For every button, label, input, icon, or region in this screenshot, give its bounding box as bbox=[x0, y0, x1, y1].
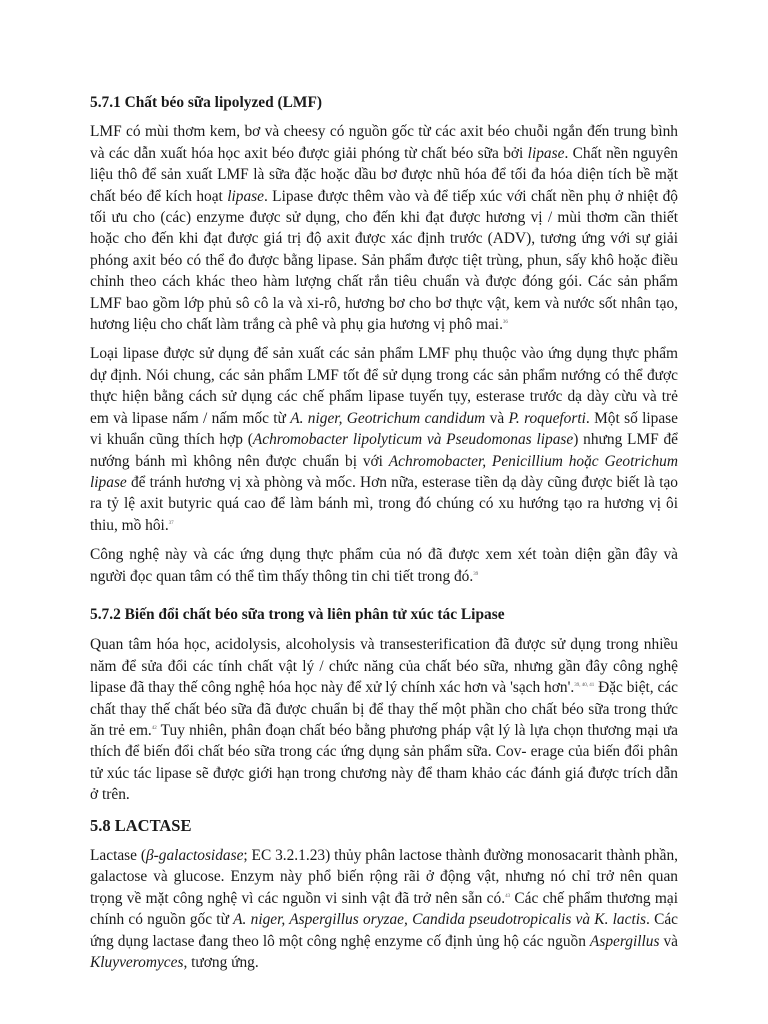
citation-ref: 39 bbox=[473, 571, 479, 577]
citation-ref: 39, 40, 41 bbox=[574, 683, 595, 689]
citation-ref: 37 bbox=[168, 520, 174, 526]
document-page bbox=[90, 92, 678, 973]
paragraph-lmf-description: LMF có mùi thơm kem, bơ và cheesy có nguồn gốc từ các axit béo chuỗi ngắn đến trung bình và các dẫn xuất hóa học axit béo được giải phóng từ chất béo sữa bởi lipase. Chất nền nguyên liệu thô để sản xuất LMF là sữa đặc hoặc dầu bơ được nhũ hóa để tối đa hóa diện tích bề mặt chất béo để kích hoạt lipase. Lipase được thêm vào và để tiếp xúc với chất nền phụ ở nhiệt độ tối ưu cho (các) enzyme được sử dụng, cho đến khi đạt được hương vị / mùi thơm cần thiết hoặc cho đến khi đạt được giá trị độ axit được xác định trước (ADV), tương ứng với sự giải phóng axit béo có thể đo được bằng lipase. Sản phẩm được tiệt trùng, phun, sấy khô hoặc điều chỉnh theo cách khác theo hàm lượng chất rắn tiêu chuẩn và được đóng gói. Các sản phẩm LMF bao gồm lớp phủ sô cô la và xi-rô, hương bơ cho bơ thực vật, kem và nước sốt nhân tạo, hương liệu cho chất làm trắng cà phê và phụ gia hương vị phô mai.$^{36}$ bbox=[90, 123, 678, 334]
citation-ref: 42 bbox=[151, 725, 157, 731]
section-heading-5-8: 5.8 LACTASE bbox=[90, 815, 192, 835]
paragraph-review-note: Công nghệ này và các ứng dụng thực phẩm của nó đã được xem xét toàn diện gần đây và người đọc quan tâm có thể tìm thấy thông tin chi tiết trong đó.$^{39}$ bbox=[90, 546, 678, 585]
citation-ref: 43 bbox=[505, 893, 511, 899]
paragraph-milk-fat-modification: Quan tâm hóa học, acidolysis, alcoholysis và transesterification đã được sử dụng trong nhiều năm để sửa đổi các tính chất vật lý / chức năng của chất béo sữa, nhưng gần đây công nghệ lipase đã thay thế công nghệ hóa học này để xử lý chính xác hơn và 'sạch hơn'.$^{39, 40, 41}$ Đặc biệt, các chất thay thế chất béo sữa đã được chuẩn bị để thay thế một phần cho chất béo sữa trong thức ăn trẻ em.$^{42}$ Tuy nhiên, phân đoạn chất béo bằng phương pháp vật lý là lựa chọn thương mại ưa thích để biến đổi chất béo sữa trong các ứng dụng sản phẩm sữa. Cov- erage của biến đổi phân tử xúc tác lipase sẽ được giới hạn trong chương này để tham khảo các đánh giá được trích dẫn ở trên. bbox=[90, 636, 679, 804]
section-heading-5-7-1: 5.7.1 Chất béo sữa lipolyzed (LMF) bbox=[90, 94, 322, 111]
paragraph-lactase: Lactase (β-galactosidase; EC 3.2.1.23) thủy phân lactose thành đường monosacarit thành phần, galactose và glucose. Enzym này phổ biến rộng rãi ở động vật, nhưng nó chỉ trở nên quan trọng về mặt công nghệ vì các nguồn vi sinh vật đã trở nên sẵn có.$^{43}$ Các chế phẩm thương mại chính có nguồn gốc từ A. niger, Aspergillus oryzae, Candida pseudotropicalis và K. lactis. Các ứng dụng lactase đang theo lô một công nghệ enzyme cố định ủng hộ các nguồn Aspergillus và Kluyveromyces, tương ứng. bbox=[90, 847, 679, 972]
section-heading-5-7-2: 5.7.2 Biến đổi chất béo sữa trong và liên phân tử xúc tác Lipase bbox=[90, 605, 505, 623]
paragraph-lipase-types: Loại lipase được sử dụng để sản xuất các sản phẩm LMF phụ thuộc vào ứng dụng thực phẩm dự định. Nói chung, các sản phẩm LMF tốt để sử dụng trong các sản phẩm nướng có thể được thực hiện bằng cách sử dụng các chế phẩm lipase tuyến tụy, esterase trước dạ dày cừu và trẻ em và lipase nấm / nấm mốc từ A. niger, Geotrichum candidum và P. roqueforti. Một số lipase vi khuẩn cũng thích hợp (Achromobacter lipolyticum và Pseudomonas lipase) nhưng LMF để nướng bánh mì không nên được chuẩn bị với Achromobacter, Penicillium hoặc Geotrichum lipase để tránh hương vị xà phòng và mốc. Hơn nữa, esterase tiền dạ dày cũng được biết là tạo ra tỷ lệ axit butyric quá cao để làm bánh mì, trong đó chúng có xu hướng tạo ra hương vị ôi thiu, mồ hôi.$^{37}$ bbox=[90, 345, 679, 534]
citation-ref: 36 bbox=[502, 319, 508, 325]
